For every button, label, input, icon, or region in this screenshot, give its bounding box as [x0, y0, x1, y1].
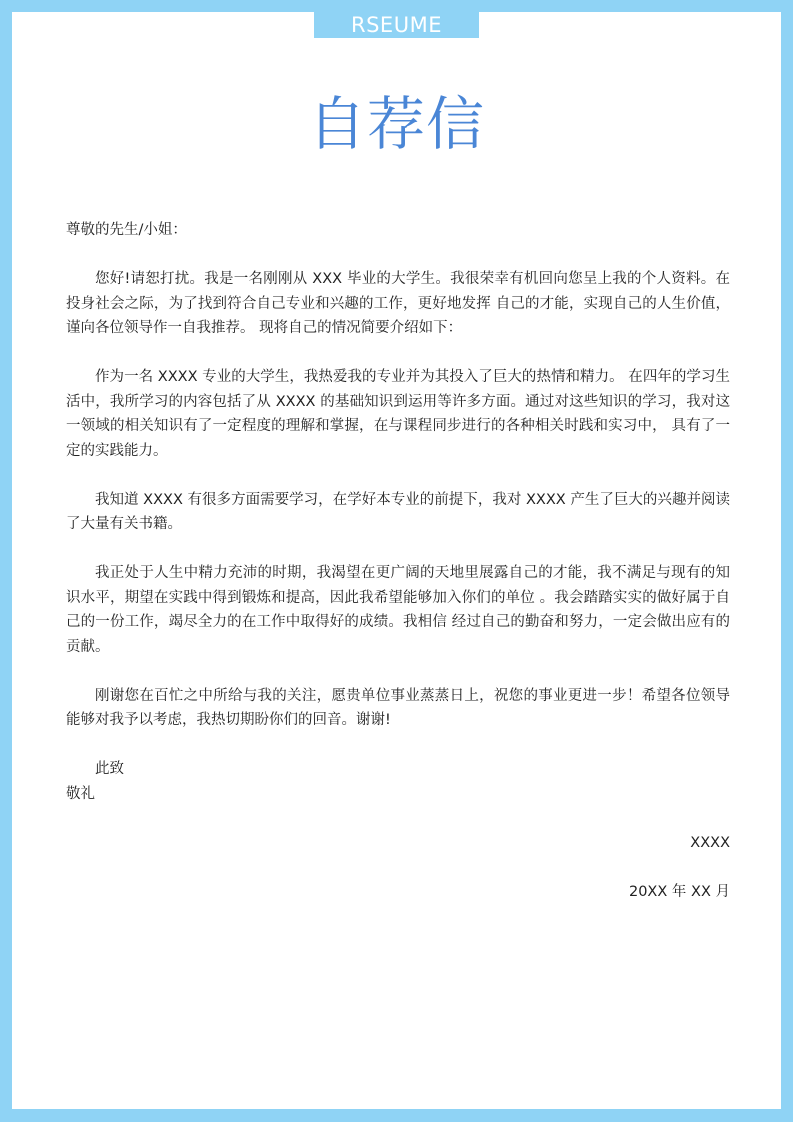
signature: XXXX	[690, 834, 730, 851]
closing-line-1: 此致	[95, 761, 124, 777]
paragraph-3: 我知道 XXXX 有很多方面需要学习，在学好本专业的前提下，我对 XXXX 产生了巨大的兴趣并阅读了大量有关书籍。	[66, 491, 730, 532]
date: 20XX 年 XX 月	[628, 883, 730, 900]
salutation: 尊敬的先生/小姐：	[66, 222, 187, 238]
letter-body	[66, 218, 730, 904]
paragraph-5: 刚谢您在百忙之中所给与我的关注，愿贵单位事业蒸蒸日上，祝您的事业更进一步！希望各位领导能够对我予以考虑，我热切期盼你们的回音。谢谢!	[66, 687, 730, 728]
closing-line-2: 敬礼	[66, 785, 95, 802]
paragraph-4: 我正处于人生中精力充沛的时期，我渴望在更广阔的天地里展露自己的才能，我不满足与现有的知识水平，期望在实践中得到锻炼和提高，因此我希望能够加入你们的单位 。我会踏踏实实的做好属于自己的一份工作，竭尽全力的在工作中取得好的成绩。我相信 经过自己的勤奋和努力，一定会做出应有的贡献。	[66, 565, 730, 655]
paragraph-1: 您好!请恕打扰。我是一名刚刚从 XXX 毕业的大学生。我很荣幸有机回向您呈上我的个人资料。在投身社会之际，为了找到符合自己专业和兴趣的工作，更好地发挥 自己的才能，实现自己的人生价值，谨向各位领导作一自我推荐。 现将自己的情况简要介绍如下：	[66, 271, 730, 336]
page-title: 自荐信	[307, 90, 485, 158]
resume-tab-label: RSEUME	[314, 12, 479, 38]
paragraph-2: 作为一名 XXXX 专业的大学生，我热爱我的专业并为其投入了巨大的热情和精力。 在四年的学习生活中，我所学习的内容包括了从 XXXX 的基础知识到运用等许多方面。通过对这些知识的学习，我对这一领域的相关知识有了一定程度的理解和掌握，在与课程同步进行的各种相关时践和实习中， 具有了一定的实践能力。	[66, 369, 730, 459]
